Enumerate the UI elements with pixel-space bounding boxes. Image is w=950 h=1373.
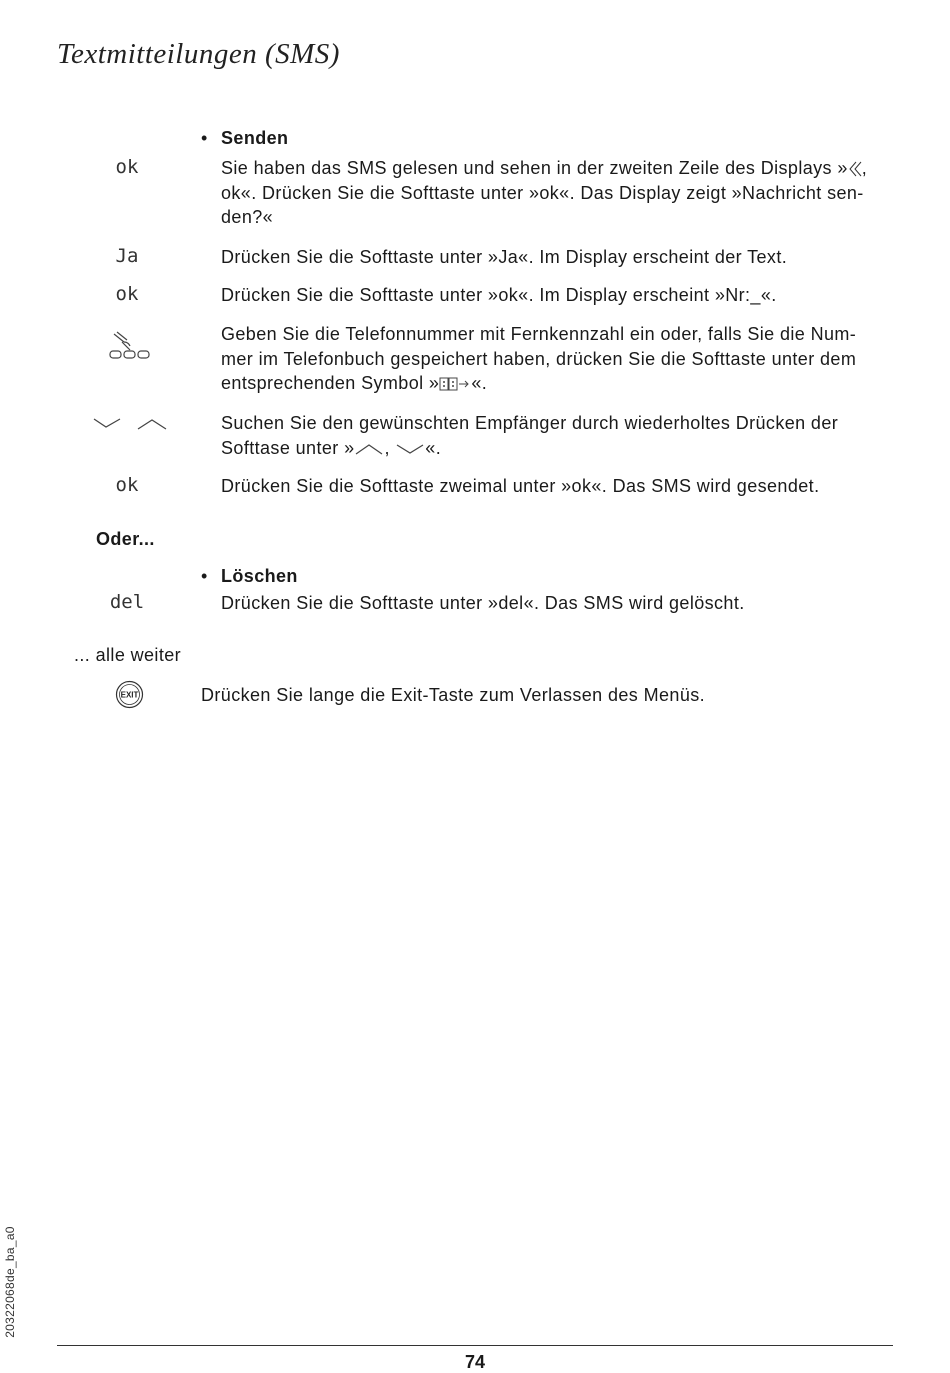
step-text: , (384, 437, 390, 458)
step-read-sms (221, 156, 901, 230)
down-arrow-icon (395, 441, 425, 457)
step-line (221, 156, 901, 181)
bullet-dot: • (201, 566, 208, 586)
softkey-ok-label: ok (115, 474, 139, 496)
step-send-twice: Drücken Sie die Softtaste zweimal unter »ok«. Das SMS wird gesendet. (221, 476, 820, 496)
step-text: Softtase unter » (221, 437, 355, 458)
step-text: «. (425, 437, 442, 458)
step-text: Sie haben das SMS gelesen und sehen in der zweiten Zeile des Displays » (221, 158, 848, 178)
footer-divider (57, 1345, 893, 1346)
exit-key-icon (115, 680, 144, 709)
page-title: Textmitteilungen (SMS) (57, 38, 340, 70)
step-line (221, 371, 901, 396)
step-line: mer im Telefonbuch gespeichert haben, drücken Sie die Softtaste unter dem (221, 348, 857, 369)
bullet-dot: • (201, 128, 208, 148)
step-enter-number (221, 322, 901, 396)
phonebook-symbol-icon (439, 375, 471, 393)
softkey-del-label: del (109, 591, 145, 613)
step-press-ja: Drücken Sie die Softtaste unter »Ja«. Im Display erscheint der Text. (221, 247, 788, 267)
step-line (221, 436, 901, 461)
step-line: Geben Sie die Telefonnummer mit Fernkennzahl ein oder, falls Sie die Num- (221, 324, 857, 344)
step-text: «. (471, 373, 488, 393)
step-line: Suchen Sie den gewünschten Empfänger durch wiederholtes Drücken der (221, 413, 839, 433)
keypad-hand-icon (108, 330, 154, 362)
up-arrow-icon (354, 441, 384, 457)
softkey-ok-label: ok (115, 283, 139, 305)
senden-heading: Senden (221, 128, 289, 148)
softkey-ok-label: ok (115, 156, 139, 178)
step-line: ok«. Drücken Sie die Softtaste unter »ok«. Das Display zeigt »Nachricht sen- (221, 182, 864, 203)
step-line: den?« (221, 207, 274, 227)
exit-key-label: EXIT (120, 690, 139, 700)
step-exit: Drücken Sie lange die Exit-Taste zum Verlassen des Menüs. (201, 685, 706, 705)
page-number: 74 (464, 1352, 486, 1372)
document-code: 20322068de_ba_a0 (3, 1226, 17, 1338)
down-up-arrows-icon (92, 415, 168, 433)
loeschen-heading: Löschen (221, 566, 298, 586)
step-press-ok: Drücken Sie die Softtaste unter »ok«. Im Display erscheint »Nr:_«. (221, 285, 777, 305)
step-delete: Drücken Sie die Softtaste unter »del«. Das SMS wird gelöscht. (221, 593, 745, 613)
alle-weiter-label: ... alle weiter (74, 645, 182, 665)
step-text: , (861, 158, 868, 178)
step-search-recipient (221, 411, 901, 460)
oder-label: Oder... (96, 529, 155, 549)
step-text: entsprechenden Symbol » (221, 373, 440, 393)
softkey-ja-label: Ja (115, 245, 139, 267)
double-chevron-left-icon (848, 160, 862, 178)
